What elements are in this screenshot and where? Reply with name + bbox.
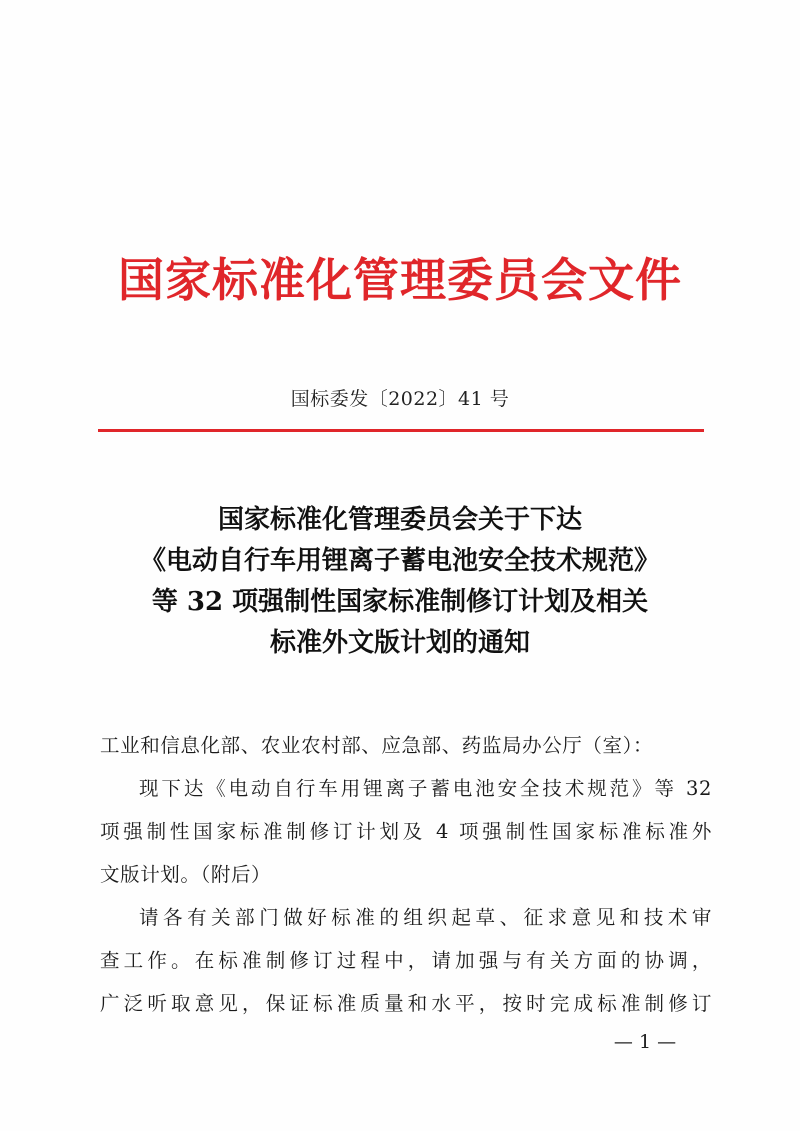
paragraph-2-line-2: 查工作。在标准制修订过程中，请加强与有关方面的协调， bbox=[100, 949, 712, 972]
document-title bbox=[60, 500, 740, 664]
paragraph-1-line-1: 现下达《电动自行车用锂离子蓄电池安全技术规范》等 32 bbox=[139, 777, 712, 800]
paragraph-1-line-3: 文版计划。（附后） bbox=[100, 863, 272, 886]
paragraph-1-line-2: 项强制性国家标准制修订计划及 4 项强制性国家标准标准外 bbox=[100, 820, 712, 843]
paragraph-2-line-1: 请各有关部门做好标准的组织起草、征求意见和技术审 bbox=[139, 906, 712, 929]
salutation: 工业和信息化部、农业农村部、应急部、药监局办公厅（室）： bbox=[100, 734, 654, 757]
title-line-1: 国家标准化管理委员会关于下达 bbox=[217, 505, 582, 535]
paragraph-2-line-3: 广泛听取意见，保证标准质量和水平，按时完成标准制修订 bbox=[100, 992, 712, 1015]
title-line-2: 《电动自行车用锂离子蓄电池安全技术规范》 bbox=[139, 546, 660, 576]
title-line-3: 等 32 项强制性国家标准制修订计划及相关 bbox=[151, 587, 649, 617]
document-number: 国标委发〔2022〕41 号 bbox=[290, 388, 510, 410]
document-body bbox=[100, 724, 712, 1025]
red-separator-line bbox=[98, 429, 704, 432]
page-number: — 1 — bbox=[613, 1031, 677, 1053]
document-masthead: 国家标准化管理委员会文件 bbox=[118, 253, 682, 307]
title-line-4: 标准外文版计划的通知 bbox=[269, 628, 530, 658]
